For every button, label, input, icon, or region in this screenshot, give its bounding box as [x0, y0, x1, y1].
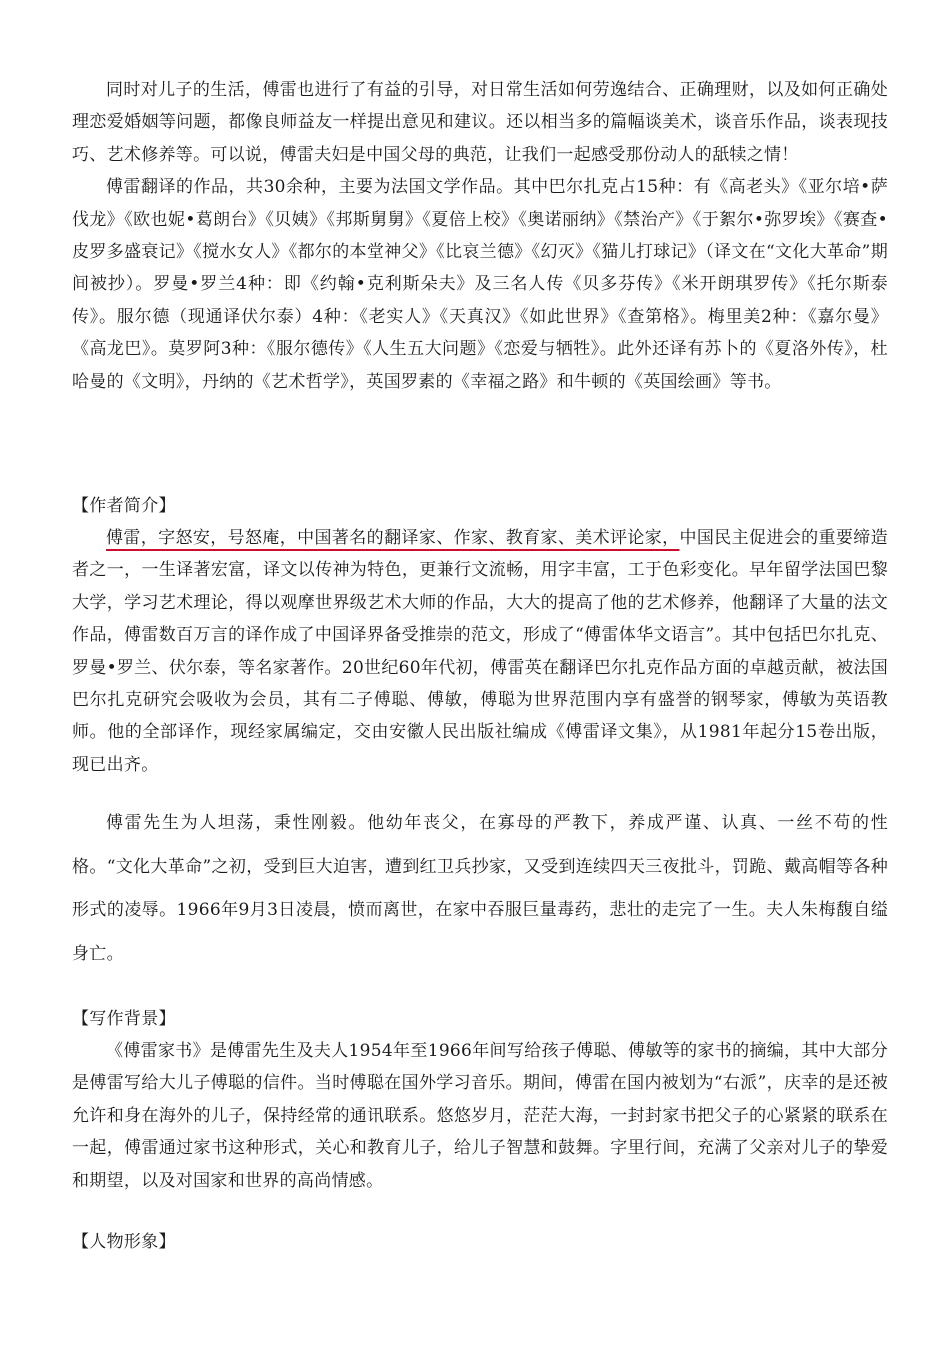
author-bio-rest: 中国民主促进会的重要缔造者之一，一生译著宏富，译文以传神为特色，更兼行文流畅，用字丰富，工于色彩变化。早年留学法国巴黎大学，学习艺术理论，得以观摩世界级艺术大师的作品，大大的提高了他的艺术修养，他翻译了大量的法文作品，傅雷数百万言的译作成了中国译界备受推崇的范文，形成了“傅雷体华文语言”。其中包括巴尔扎克、罗曼•罗兰、伏尔泰，等名家著作。20世纪60年代初，傅雷英在翻译巴尔扎克作品方面的卓越贡献，被法国巴尔扎克研究会吸收为会员，其有二子傅聪、傅敏，傅聪为世界范围内享有盛誉的钢琴家，傅敏为英语教师。他的全部译作，现经家属编定，交由安徽人民出版社编成《傅雷译文集》，从1981年起分15卷出版，现已出齐。 [72, 528, 888, 775]
background-section [72, 1003, 888, 1197]
intro-paragraph-parenting: 同时对儿子的生活，傅雷也进行了有益的引导，对日常生活如何劳逸结合、正确理财，以及如何正确处理恋爱婚姻等问题，都像良师益友一样提出意见和建议。还以相当多的篇幅谈美术，谈音乐作品，谈表现技巧、艺术修养等。可以说，傅雷夫妇是中国父母的典范，让我们一起感受那份动人的舐犊之情！ [72, 80, 888, 165]
background-heading: 【写作背景】 [72, 1009, 176, 1029]
background-paragraph: 《傅雷家书》是傅雷先生及夫人1954年至1966年间写给孩子傅聪、傅敏等的家书的摘编，其中大部分是傅雷写给大儿子傅聪的信件。当时傅聪在国外学习音乐。期间，傅雷在国内被划为“右派”，庆幸的是还被允许和身在海外的儿子，保持经常的通讯联系。悠悠岁月，茫茫大海，一封封家书把父子的心紧紧的联系在一起，傅雷通过家书这种形式，关心和教育儿子，给儿子智慧和鼓舞。字里行间，充满了父亲对儿子的挚爱和期望，以及对国家和世界的高尚情感。 [72, 1041, 888, 1191]
author-section [72, 490, 888, 781]
author-underlined-phrase: 傅雷，字怒安，号怒庵，中国著名的翻译家、作家、教育家、美术评论家， [106, 528, 680, 548]
intro-paragraph-translations: 傅雷翻译的作品，共30余种，主要为法国文学作品。其中巴尔扎克占15种：有《高老头》《亚尔培•萨伐龙》《欧也妮•葛朗台》《贝姨》《邦斯舅舅》《夏倍上校》《奥诺丽纳》《禁治产》《于絮尔•弥罗埃》《赛查•皮罗多盛衰记》《搅水女人》《都尔的本堂神父》《比哀兰德》《幻灭》《猫儿打球记》（译文在“文化大革命”期间被抄）。罗曼•罗兰4种：即《约翰•克利斯朵夫》及三名人传《贝多芬传》《米开朗琪罗传》《托尔斯泰传》。服尔德（现通译伏尔泰）4种：《老实人》《天真汉》《如此世界》《查第格》。梅里美2种：《嘉尔曼》《高龙巴》。莫罗阿3种：《服尔德传》《人生五大问题》《恋爱与牺牲》。此外还译有苏卜的《夏洛外传》，杜哈曼的《文明》，丹纳的《艺术哲学》，英国罗素的《幸福之路》和牛顿的《英国绘画》等书。 [72, 177, 888, 392]
author-character-section [72, 802, 888, 976]
author-heading: 【作者简介】 [72, 496, 176, 516]
characters-section [72, 1226, 888, 1258]
intro-section [72, 74, 888, 398]
author-paragraph-character: 傅雷先生为人坦荡，秉性刚毅。他幼年丧父，在寡母的严教下，养成严谨、认真、一丝不苟的性格。“文化大革命”之初，受到巨大迫害，遭到红卫兵抄家，又受到连续四天三夜批斗，罚跪、戴高帽等各种形式的凌辱。1966年9月3日凌晨，愤而离世，在家中吞服巨量毒药，悲壮的走完了一生。夫人朱梅馥自缢身亡。 [72, 813, 888, 964]
author-paragraph-bio [72, 522, 888, 781]
characters-heading: 【人物形象】 [72, 1232, 176, 1252]
